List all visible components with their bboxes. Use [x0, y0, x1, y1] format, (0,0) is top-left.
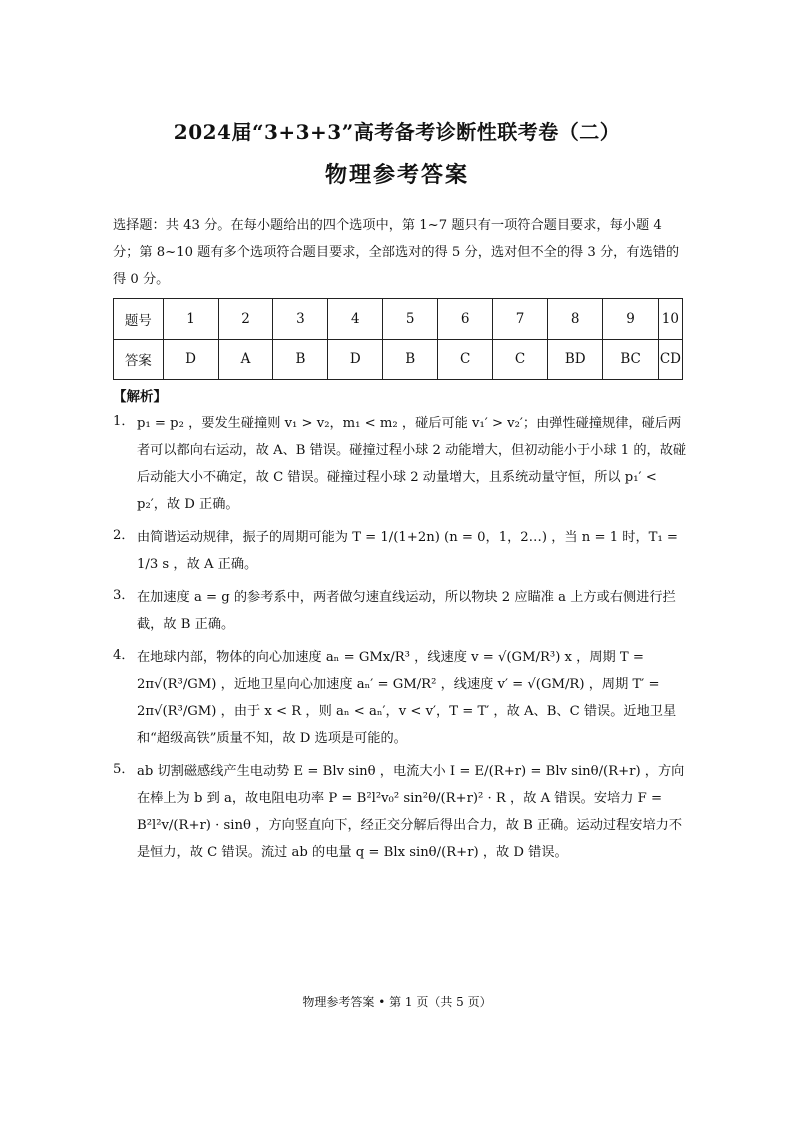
answer-table	[113, 298, 683, 380]
table-cell: BC	[603, 339, 658, 380]
table-cell: C	[438, 339, 493, 380]
table-cell: B	[273, 339, 328, 380]
item-text: 在加速度 a = g 的参考系中，两者做匀速直线运动，所以物块 2 应瞄准 a 上方或右侧进行拦截，故 B 正确。	[137, 590, 676, 632]
analysis-list	[113, 410, 687, 872]
table-cell: 2	[218, 299, 273, 340]
analysis-item	[113, 644, 687, 752]
row-label-answer: 答案	[114, 339, 164, 380]
item-number: 4．	[113, 648, 135, 663]
item-number: 1．	[113, 414, 135, 429]
table-cell: C	[493, 339, 548, 380]
table-cell: 8	[548, 299, 603, 340]
analysis-item	[113, 410, 687, 518]
row-label-number: 题号	[114, 299, 164, 340]
item-text: p₁ = p₂ ，要发生碰撞则 v₁ > v₂，m₁ < m₂ ，碰后可能 v₁′ > v₂′；由弹性碰撞规律，碰后两者可以都向右运动，故 A、B 错误。碰撞过程小球 2 动能增大，但初动能小于小球 1 的，故碰后动能大小不确定，故 C 错误。碰撞过程小球 2 动量增大，且系统动量守恒，所以 p₁′ < p₂′，故 D 正确。	[137, 416, 687, 512]
analysis-item	[113, 524, 687, 578]
table-cell: A	[218, 339, 273, 380]
table-cell: 3	[273, 299, 328, 340]
table-cell: 9	[603, 299, 658, 340]
table-cell: 6	[438, 299, 493, 340]
document-title: 2024届“3+3+3”高考备考诊断性联考卷（二）	[173, 120, 621, 144]
analysis-item	[113, 758, 687, 866]
page-footer: 物理参考答案 • 第 1 页（共 5 页）	[302, 995, 492, 1009]
item-number: 5．	[113, 762, 135, 777]
answer-row	[114, 339, 683, 380]
analysis-item	[113, 584, 687, 638]
item-text: 在地球内部，物体的向心加速度 aₙ = GMx/R³ ，线速度 v = √(GM/R³) x ，周期 T = 2π√(R³/GM) ，近地卫星向心加速度 aₙ′ = GM/R² ，线速度 v′ = √(GM/R) ，周期 T′ = 2π√(R³/GM) ，由于 x < R ，则 aₙ < aₙ′，v < v′，T = T′ ，故 A、B、C 错误。近地卫星和“超级高铁”质量不知，故 D 选项是可能的。	[137, 650, 677, 746]
table-cell: CD	[658, 339, 682, 380]
table-cell: D	[163, 339, 218, 380]
question-number-row	[114, 299, 683, 340]
table-cell: 1	[163, 299, 218, 340]
table-cell: D	[328, 339, 383, 380]
table-cell: B	[383, 339, 438, 380]
item-number: 3．	[113, 588, 135, 603]
table-cell: 5	[383, 299, 438, 340]
table-cell: 4	[328, 299, 383, 340]
document-subtitle: 物理参考答案	[324, 162, 469, 188]
item-text: ab 切割磁感线产生电动势 E = Blv sinθ ，电流大小 I = E/(R+r) = Blv sinθ/(R+r) ，方向在棒上为 b 到 a，故电阻电功率 P = B²l²v₀² sin²θ/(R+r)² · R ，故 A 错误。安培力 F = B²l²v/(R+r) · sinθ ，方向竖直向下，经正交分解后得出合力，故 B 正确。运动过程安培力不是恒力，故 C 错误。流过 ab 的电量 q = Blx sinθ/(R+r) ，故 D 错误。	[137, 764, 685, 860]
choice-section-intro: 选择题：共 43 分。在每小题给出的四个选项中，第 1~7 题只有一项符合题目要求，每小题 4 分；第 8~10 题有多个选项符合题目要求，全部选对的得 5 分，选对但不全的得 3 分，有选错的得 0 分。	[113, 218, 680, 287]
table-cell: 7	[493, 299, 548, 340]
table-cell: BD	[548, 339, 603, 380]
item-number: 2．	[113, 528, 135, 543]
analysis-heading: 【解析】	[113, 389, 167, 405]
item-text: 由简谐运动规律，振子的周期可能为 T = 1/(1+2n) (n = 0，1，2…) ，当 n = 1 时，T₁ = 1/3 s ，故 A 正确。	[137, 530, 678, 572]
table-cell: 10	[658, 299, 682, 340]
